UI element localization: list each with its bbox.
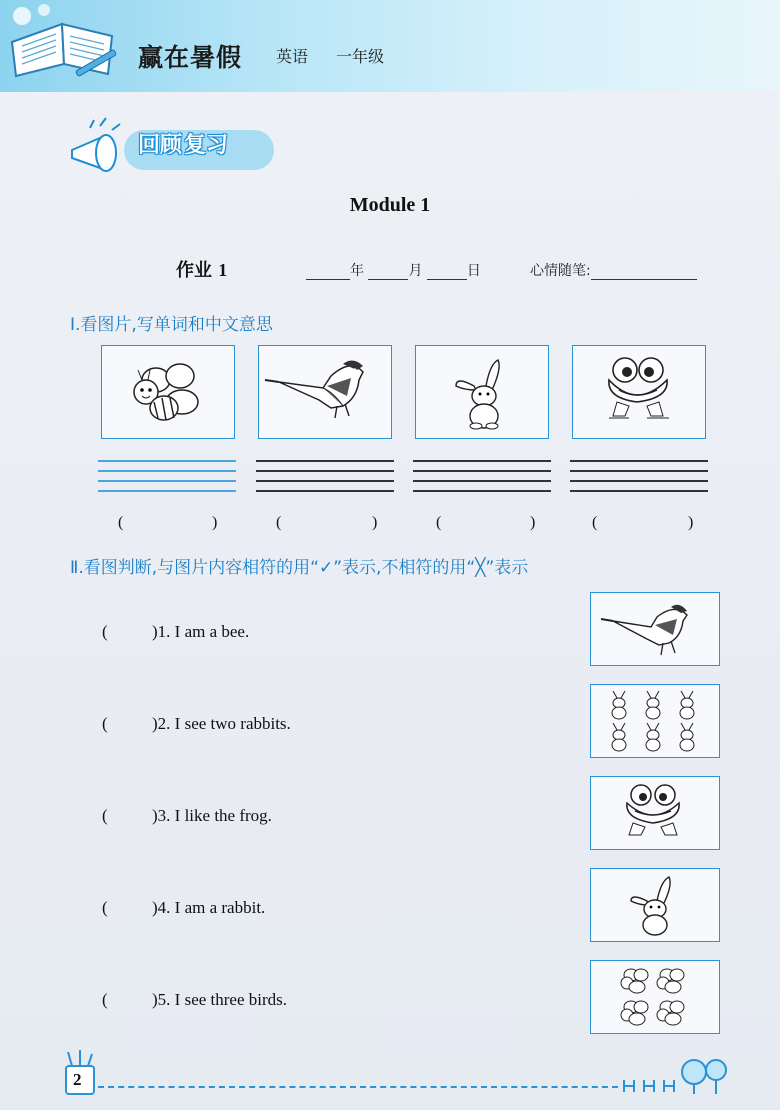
picture-box-bird	[258, 345, 392, 439]
meaning-paren-close-4: )	[688, 514, 694, 531]
answer-paren-2[interactable]: (	[102, 714, 108, 733]
bird-icon	[591, 593, 719, 665]
date-row	[306, 260, 481, 280]
day-label: 日	[466, 263, 481, 279]
mood-row	[530, 260, 697, 280]
meaning-paren-open-4[interactable]: (	[592, 514, 598, 531]
question-row-2	[102, 714, 291, 734]
picture-box-rabbit	[415, 345, 549, 439]
month-blank[interactable]	[368, 265, 408, 280]
rabbit-icon	[591, 869, 719, 941]
question-row-5	[102, 990, 287, 1010]
question-picture-1	[590, 592, 720, 666]
grade-label: 一年级	[336, 47, 385, 66]
section-2-title: Ⅱ.看图判断,与图片内容相符的用“✓”表示,不相符的用“╳”表示	[70, 558, 529, 578]
question-text-3: )3. I like the frog.	[152, 806, 272, 825]
bird-icon	[259, 346, 391, 438]
year-blank[interactable]	[306, 265, 350, 280]
review-label-2: 复习	[184, 133, 229, 158]
picture-box-frog	[572, 345, 706, 439]
answer-paren-4[interactable]: (	[102, 898, 108, 917]
review-heading	[138, 128, 278, 159]
question-picture-5	[590, 960, 720, 1034]
writing-lines-4[interactable]	[570, 458, 708, 502]
day-blank[interactable]	[427, 265, 467, 280]
open-book-icon	[4, 2, 124, 82]
meaning-paren-close-1: )	[212, 514, 218, 531]
module-title: Module 1	[349, 194, 431, 216]
homework-label	[176, 256, 227, 282]
question-picture-3	[590, 776, 720, 850]
frog-icon	[591, 777, 719, 849]
question-row-3	[102, 806, 272, 826]
homework-word: 作业	[176, 260, 212, 281]
question-picture-2	[590, 684, 720, 758]
answer-paren-5[interactable]: (	[102, 990, 108, 1009]
question-row-4	[102, 898, 265, 918]
meaning-paren-close-2: )	[372, 514, 378, 531]
meaning-paren-close-3: )	[530, 514, 536, 531]
mood-blank[interactable]	[591, 265, 697, 280]
rabbits-icon	[591, 685, 719, 757]
meaning-paren-open-2[interactable]: (	[276, 514, 282, 531]
page-number: 2	[73, 1070, 82, 1089]
meaning-paren-open-3[interactable]: (	[436, 514, 442, 531]
bee-icon	[102, 346, 234, 438]
meaning-paren-open-1[interactable]: (	[118, 514, 124, 531]
year-label: 年	[350, 263, 364, 279]
question-text-4: )4. I am a rabbit.	[152, 898, 266, 917]
question-picture-4	[590, 868, 720, 942]
question-text-2: )2. I see two rabbits.	[152, 714, 291, 733]
picture-box-bee	[101, 345, 235, 439]
answer-paren-3[interactable]: (	[102, 806, 108, 825]
writing-lines-3[interactable]	[413, 458, 551, 502]
section-1-title: Ⅰ.看图片,写单词和中文意思	[70, 315, 273, 335]
footer-divider	[98, 1086, 618, 1088]
question-text-1: )1. I am a bee.	[152, 622, 250, 641]
month-label: 月	[408, 263, 423, 279]
question-text-5: )5. I see three birds.	[152, 990, 288, 1009]
question-row-1	[102, 622, 249, 642]
rabbit-icon	[416, 346, 548, 438]
subject-label: 英语	[276, 47, 309, 66]
writing-lines-2[interactable]	[256, 458, 394, 502]
writing-lines-1[interactable]	[98, 458, 236, 502]
tree-decoration-icon	[620, 1050, 730, 1096]
book-title: 赢在暑假	[138, 43, 243, 72]
bees-icon	[591, 961, 719, 1033]
frog-icon	[573, 346, 705, 438]
answer-paren-1[interactable]: (	[102, 622, 108, 641]
review-label-1: 回顾	[138, 133, 183, 158]
homework-number: 1	[218, 260, 228, 280]
mood-label: 心情随笔:	[530, 263, 591, 279]
